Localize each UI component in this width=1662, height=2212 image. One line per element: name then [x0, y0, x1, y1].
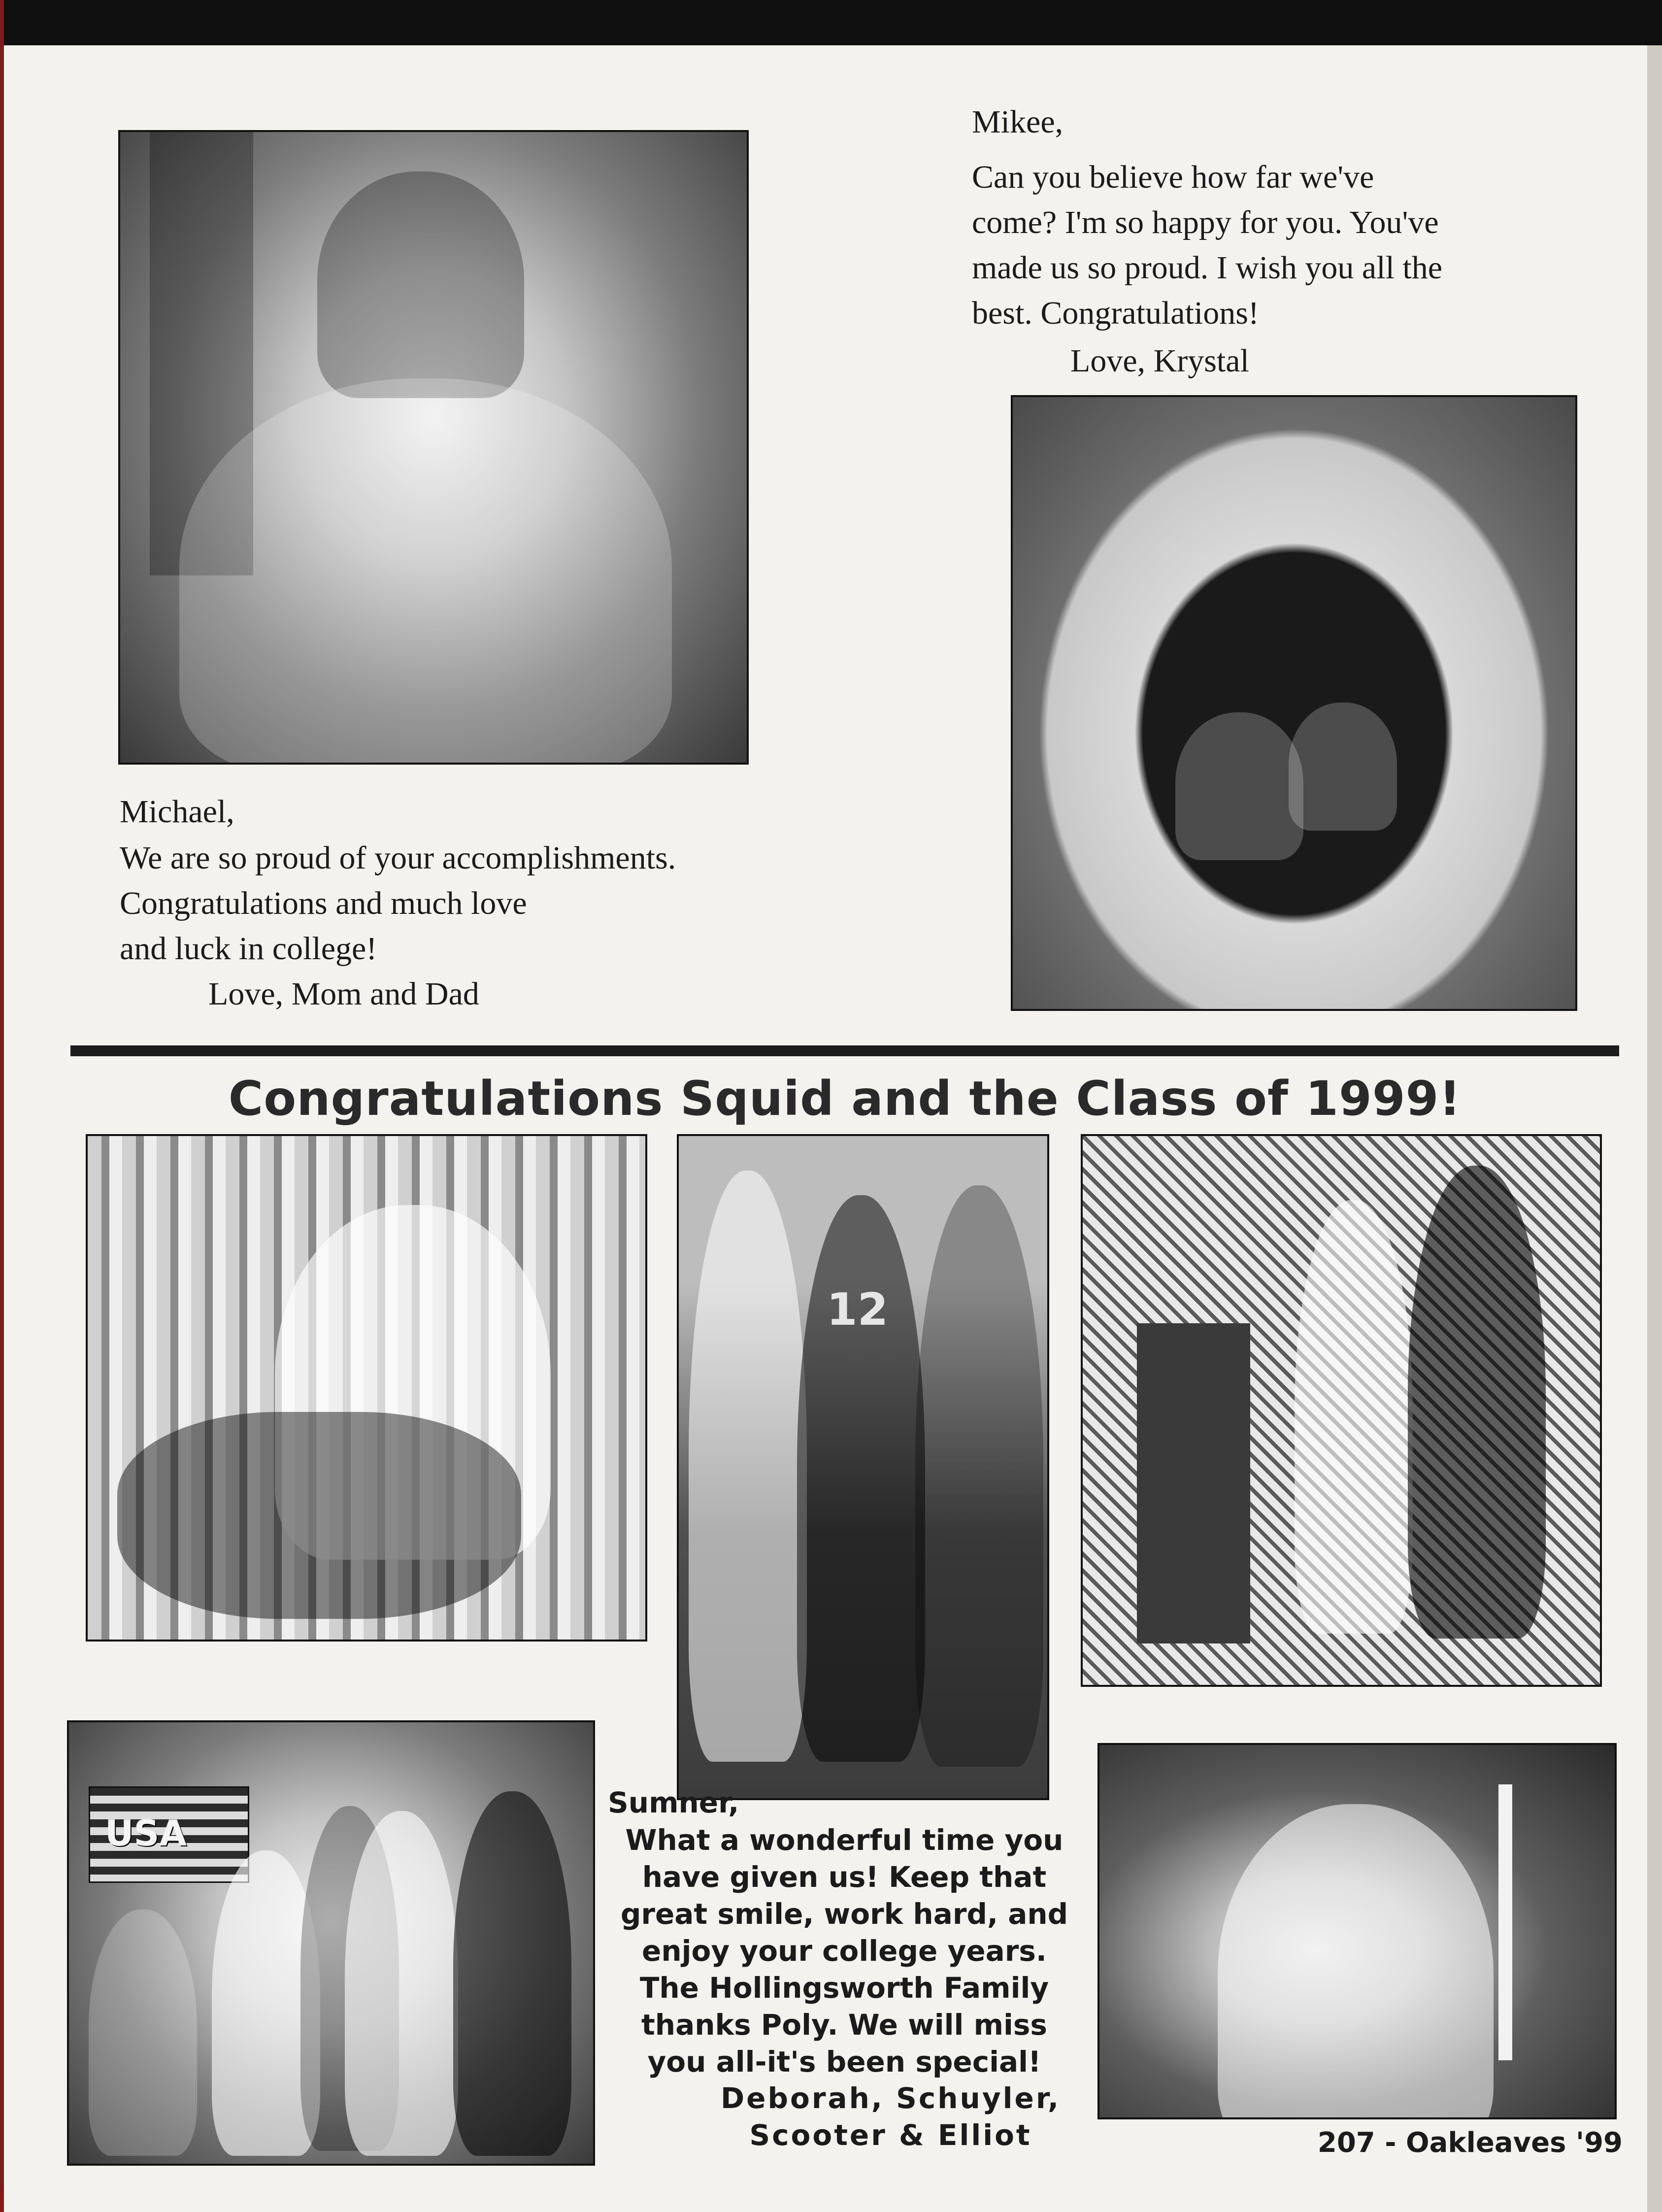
player-left — [689, 1171, 807, 1762]
boy-smiling — [1218, 1804, 1494, 2119]
photo-children-in-tent — [1011, 395, 1577, 1011]
note-family-signature: Deborah, Schuyler, Scooter & Elliot — [721, 2081, 1061, 2152]
podium — [1137, 1323, 1250, 1643]
photo-boy-on-couch — [86, 1134, 647, 1642]
photo-boy-at-bridge — [118, 130, 749, 765]
note-krystal-salutation: Mikee, — [972, 104, 1064, 140]
blanket — [117, 1412, 521, 1619]
note-parents-salutation: Michael, — [120, 794, 234, 830]
player-center-jersey — [797, 1195, 925, 1762]
player-right — [915, 1185, 1043, 1767]
boy-1 — [89, 1910, 197, 2156]
note-parents-signature: Love, Mom and Dad — [208, 976, 479, 1012]
note-parents-body: We are so proud of your accomplishments. Congratulations and much love and luck in college! — [120, 840, 676, 967]
scan-border-top — [0, 0, 1662, 45]
boy-5 — [453, 1791, 571, 2156]
student-in-suit — [1408, 1166, 1546, 1639]
woman-presenter — [1295, 1200, 1413, 1634]
note-family-body: What a wonderful time you have given us! Keep that great smile, work hard, and enjoy your college years. The Hollingsworth Family thanks Poly. We will miss you all-it's been special! — [620, 1823, 1068, 2078]
yearbook-page — [4, 45, 1647, 2212]
flag-text: USA — [105, 1812, 187, 1854]
photo-boy-with-candle — [1097, 1743, 1617, 2119]
page-footer: 207 - Oakleaves '99 — [1317, 2127, 1623, 2159]
candle — [1498, 1784, 1512, 2060]
boy-4 — [345, 1811, 458, 2156]
note-family-salutation: Sumner, — [608, 1786, 739, 1819]
section-divider — [70, 1045, 1619, 1056]
section-headline: Congratulations Squid and the Class of 1999! — [228, 1071, 1462, 1126]
usa-flag — [89, 1786, 249, 1883]
jersey-number: 12 — [827, 1284, 889, 1336]
photo-three-football-players — [677, 1134, 1049, 1800]
photo-group-of-boys — [67, 1720, 595, 2166]
child-head — [317, 171, 524, 398]
child-right — [1289, 703, 1397, 831]
child-body — [179, 378, 672, 765]
note-krystal-body: Can you believe how far we've come? I'm so happy for you. You've made us so proud. I wish you all the best. Congratulations! — [972, 159, 1443, 331]
child-left — [1175, 712, 1303, 860]
photo-award-ceremony — [1081, 1134, 1602, 1687]
scan-border-right — [1647, 45, 1662, 2212]
scan-border-left — [0, 0, 4, 2212]
note-krystal-signature: Love, Krystal — [1070, 343, 1249, 379]
